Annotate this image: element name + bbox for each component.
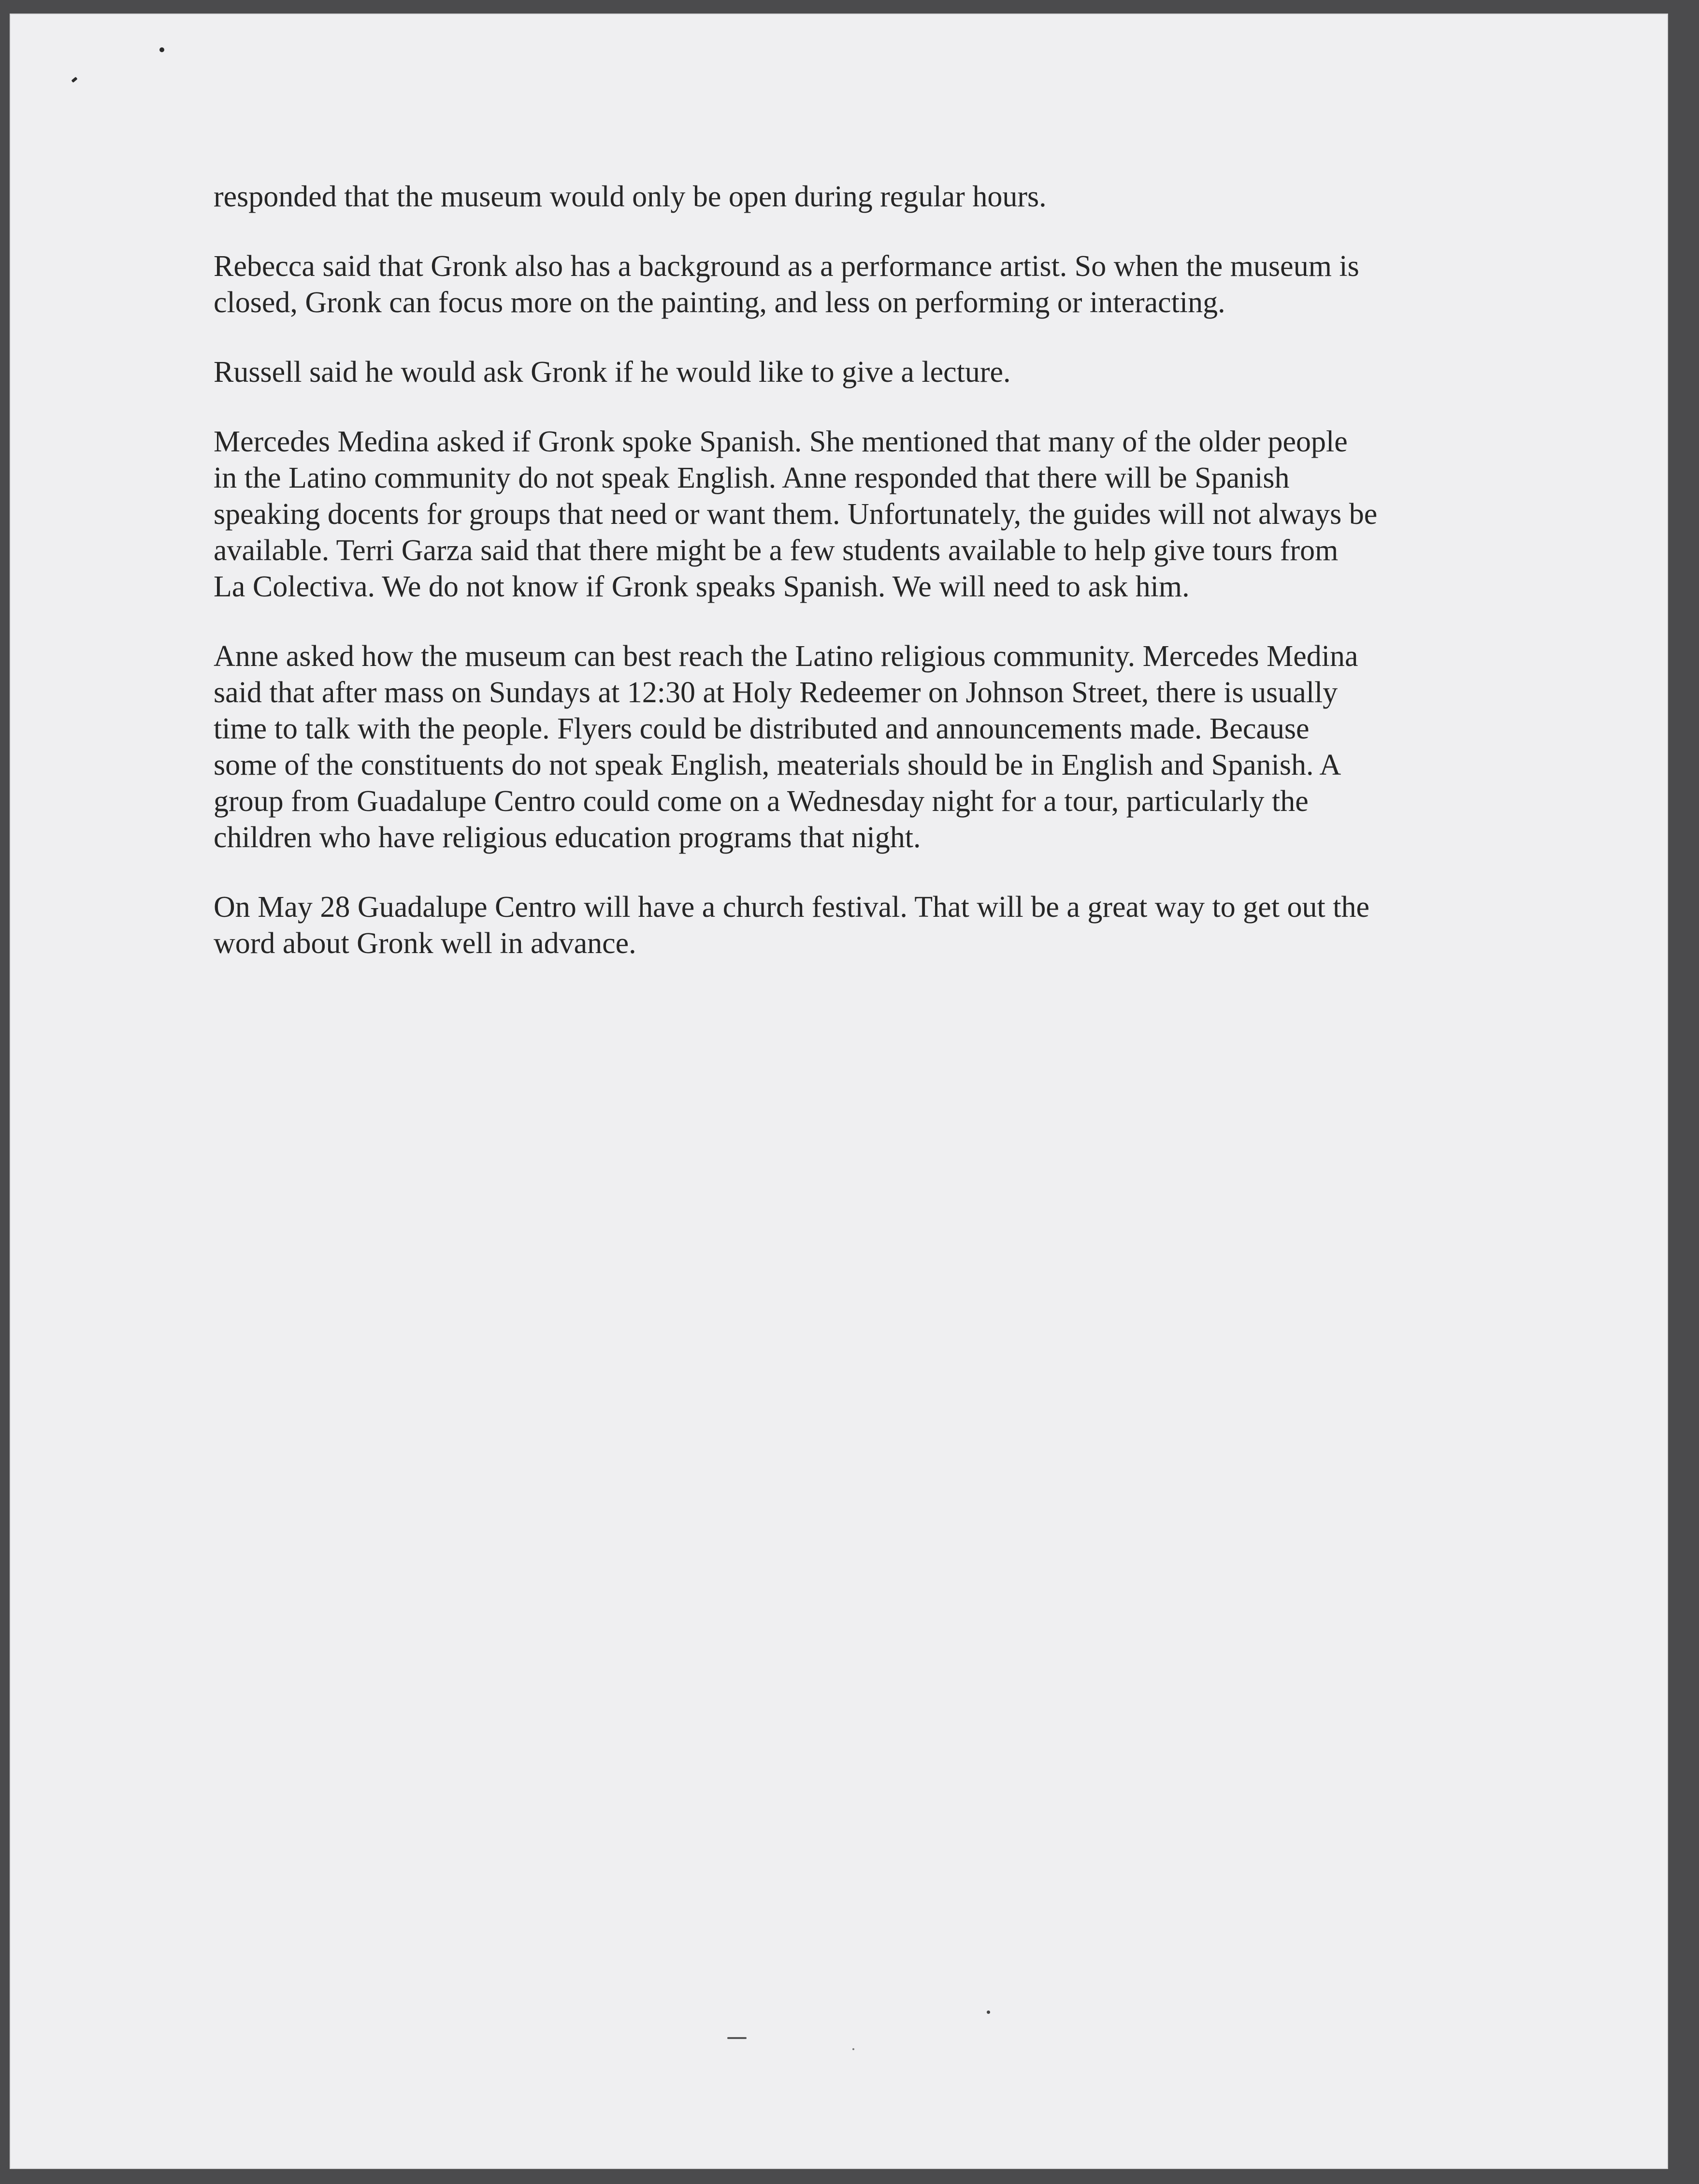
stray-ink-dot	[852, 2048, 854, 2050]
text-line: time to talk with the people. Flyers could be distributed and announcements made. Because	[214, 712, 1310, 745]
paragraph-church-festival	[214, 889, 1518, 962]
text-line: responded that the museum would only be open during regular hours.	[214, 180, 1047, 213]
document-body	[214, 179, 1518, 995]
stray-ink-dash	[727, 2037, 747, 2039]
text-line: La Colectiva. We do not know if Gronk speaks Spanish. We will need to ask him.	[214, 570, 1190, 603]
paragraph-religious-community	[214, 638, 1518, 856]
paragraph-spanish	[214, 424, 1518, 605]
text-line: Russell said he would ask Gronk if he would like to give a lecture.	[214, 356, 1011, 389]
paragraph-museum-hours	[214, 179, 1518, 215]
text-line: word about Gronk well in advance.	[214, 927, 636, 960]
text-line: Rebecca said that Gronk also has a background as a performance artist. So when the museum is	[214, 250, 1359, 283]
paragraph-performance-artist	[214, 248, 1518, 321]
text-line: group from Guadalupe Centro could come on a Wednesday night for a tour, particularly the	[214, 785, 1309, 818]
text-line: Anne asked how the museum can best reach the Latino religious community. Mercedes Medina	[214, 640, 1358, 673]
paragraph-lecture	[214, 354, 1518, 391]
text-line: Mercedes Medina asked if Gronk spoke Spanish. She mentioned that many of the older people	[214, 425, 1348, 458]
text-line: speaking docents for groups that need or want them. Unfortunately, the guides will not always be	[214, 498, 1378, 531]
text-line: in the Latino community do not speak English. Anne responded that there will be Spanish	[214, 462, 1290, 494]
text-line: said that after mass on Sundays at 12:30 at Holy Redeemer on Johnson Street, there is usually	[214, 676, 1338, 709]
text-line: On May 28 Guadalupe Centro will have a church festival. That will be a great way to get out the	[214, 891, 1370, 924]
text-line: some of the constituents do not speak English, meaterials should be in English and Spanish. A	[214, 749, 1341, 781]
stray-ink-dot	[987, 2010, 990, 2014]
text-line: closed, Gronk can focus more on the painting, and less on performing or interacting.	[214, 286, 1225, 319]
text-line: available. Terri Garza said that there might be a few students available to help give tours from	[214, 534, 1339, 567]
text-line: children who have religious education programs that night.	[214, 821, 921, 854]
stray-ink-dot	[159, 47, 164, 52]
